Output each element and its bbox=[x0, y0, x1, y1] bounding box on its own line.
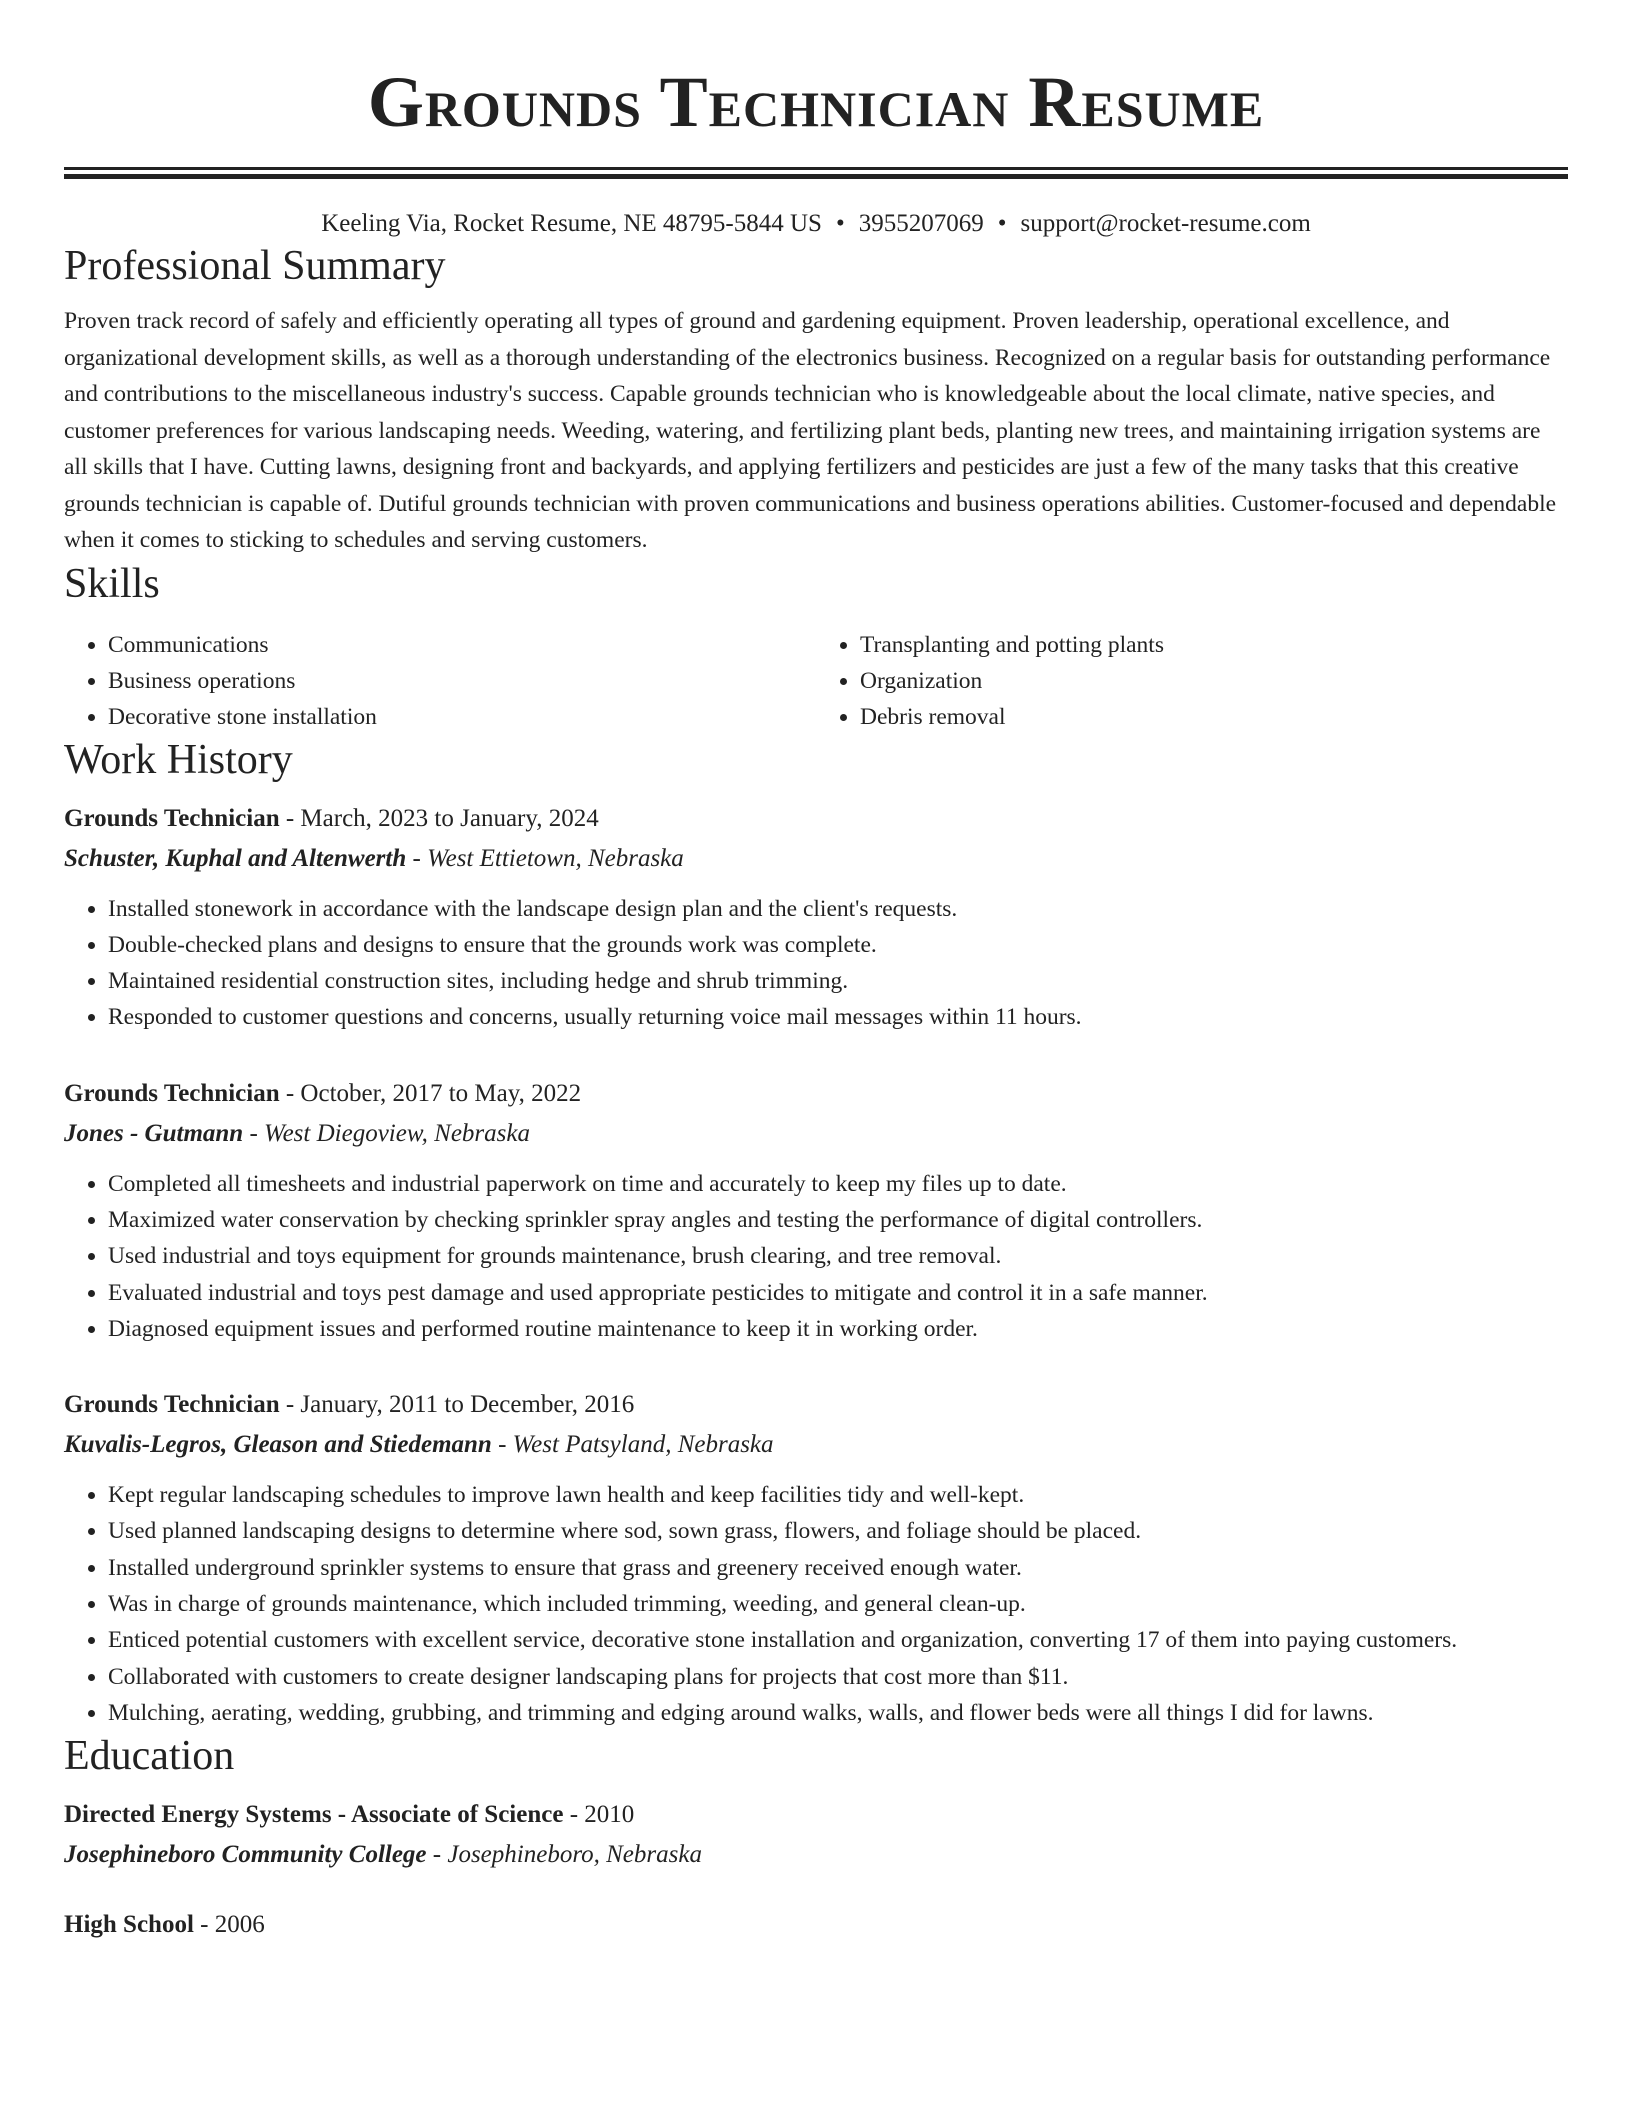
company-name: Kuvalis-Legros, Gleason and Stiedemann bbox=[64, 1431, 492, 1459]
skill-item: • Business operations bbox=[108, 663, 816, 699]
degree-year: - 2010 bbox=[569, 1801, 635, 1829]
job-bullet: • Used industrial and toys equipment for grounds maintenance, brush clearing, and tree removal. bbox=[108, 1238, 1568, 1274]
job-bullet: • Maintained residential construction sites, including hedge and shrub trimming. bbox=[108, 963, 1568, 999]
school-name: Josephineboro Community College bbox=[64, 1841, 427, 1869]
job-bullet: • Kept regular landscaping schedules to improve lawn health and keep facilities tidy and well-kept. bbox=[108, 1477, 1568, 1513]
company-line bbox=[64, 1114, 1568, 1154]
job-entry bbox=[64, 799, 1568, 1036]
job-bullets bbox=[64, 1166, 1568, 1347]
skills-list bbox=[64, 627, 1568, 735]
job-dates: - March, 2023 to January, 2024 bbox=[285, 804, 599, 832]
job-title-line bbox=[64, 799, 1568, 839]
summary-text: Proven track record of safely and efficiently operating all types of ground and gardening equipment. Proven leadership, operational excellence, and organizational development skills, as well as a thorough understanding of the electronics business. Recognized on a regular basis for outstanding performance and contributions to the miscellaneous industry's success. Capable grounds technician who is knowledgeable about the local climate, native species, and customer preferences for various landscaping needs. Weeding, watering, and fertilizing plant beds, planting new trees, and maintaining irrigation systems are all skills that I have. Cutting lawns, designing front and backyards, and applying fertilizers and pesticides are just a few of the many tasks that this creative grounds technician is capable of. Dutiful grounds technician with proven communications and business operations abilities. Customer-focused and dependable when it comes to sticking to schedules and serving customers. bbox=[64, 308, 1557, 553]
job-bullet: • Completed all timesheets and industrial paperwork on time and accurately to keep my files up to date. bbox=[108, 1166, 1568, 1202]
job-title: Grounds Technician bbox=[64, 804, 280, 832]
education-entry bbox=[64, 1905, 1568, 1945]
job-bullet: • Used planned landscaping designs to determine where sod, sown grass, flowers, and foliage should be placed. bbox=[108, 1513, 1568, 1549]
job-bullet: • Installed stonework in accordance with the landscape design plan and the client's requests. bbox=[108, 891, 1568, 927]
job-bullet: • Maximized water conservation by checking sprinkler spray angles and testing the performance of digital controllers. bbox=[108, 1202, 1568, 1238]
skill-item: • Debris removal bbox=[860, 699, 1568, 735]
degree-name: Directed Energy Systems - Associate of Science bbox=[64, 1801, 564, 1829]
job-bullet: • Mulching, aerating, wedding, grubbing, and trimming and edging around walks, walls, and flower beds were all things I did for lawns. bbox=[108, 1695, 1568, 1731]
degree-line bbox=[64, 1905, 1568, 1945]
job-entry bbox=[64, 1074, 1568, 1347]
job-bullet: • Responded to customer questions and concerns, usually returning voice mail messages within 11 hours. bbox=[108, 999, 1568, 1035]
skills-heading: Skills bbox=[64, 560, 160, 607]
degree-line bbox=[64, 1795, 1568, 1835]
skills-column-right bbox=[816, 627, 1568, 735]
job-entry bbox=[64, 1385, 1568, 1731]
contact-separator: • bbox=[997, 210, 1007, 237]
skill-item: • Organization bbox=[860, 663, 1568, 699]
work-history-heading: Work History bbox=[64, 736, 293, 783]
education-heading: Education bbox=[64, 1733, 235, 1780]
company-name: Schuster, Kuphal and Altenwerth bbox=[64, 844, 407, 872]
job-bullets bbox=[64, 891, 1568, 1036]
company-line bbox=[64, 1425, 1568, 1465]
company-location: - West Ettietown, Nebraska bbox=[412, 844, 684, 872]
job-bullet: • Was in charge of grounds maintenance, which included trimming, weeding, and general clean-up. bbox=[108, 1586, 1568, 1622]
degree-year: - 2006 bbox=[200, 1911, 265, 1939]
school-line bbox=[64, 1835, 1568, 1875]
education-entry bbox=[64, 1795, 1568, 1875]
job-title-line bbox=[64, 1385, 1568, 1425]
skill-item: • Communications bbox=[108, 627, 816, 663]
job-bullets bbox=[64, 1477, 1568, 1731]
contact-line bbox=[64, 207, 1568, 241]
job-dates: - October, 2017 to May, 2022 bbox=[285, 1079, 582, 1107]
job-dates: - January, 2011 to December, 2016 bbox=[285, 1391, 635, 1419]
job-title: Grounds Technician bbox=[64, 1079, 280, 1107]
summary-heading: Professional Summary bbox=[64, 243, 446, 289]
job-title: Grounds Technician bbox=[64, 1391, 280, 1419]
company-line bbox=[64, 839, 1568, 879]
skills-column-left bbox=[64, 627, 816, 735]
company-name: Jones - Gutmann bbox=[64, 1119, 244, 1147]
contact-separator: • bbox=[835, 210, 845, 237]
job-bullet: • Collaborated with customers to create designer landscaping plans for projects that cost more than $11. bbox=[108, 1659, 1568, 1695]
degree-name: High School bbox=[64, 1911, 194, 1939]
job-title-line bbox=[64, 1074, 1568, 1114]
company-location: - West Patsyland, Nebraska bbox=[498, 1431, 774, 1459]
job-bullet: • Double-checked plans and designs to ensure that the grounds work was complete. bbox=[108, 927, 1568, 963]
job-bullet: • Installed underground sprinkler systems to ensure that grass and greenery received enough water. bbox=[108, 1550, 1568, 1586]
job-bullet: • Enticed potential customers with excellent service, decorative stone installation and organization, converting 17 of them into paying customers. bbox=[108, 1622, 1568, 1658]
company-location: - West Diegoview, Nebraska bbox=[249, 1119, 530, 1147]
school-location: - Josephineboro, Nebraska bbox=[432, 1841, 702, 1869]
resume-title: Grounds Technician Resume bbox=[367, 62, 1265, 142]
title-divider bbox=[64, 167, 1568, 179]
job-bullet: • Diagnosed equipment issues and performed routine maintenance to keep it in working order. bbox=[108, 1311, 1568, 1347]
skill-item: • Transplanting and potting plants bbox=[860, 627, 1568, 663]
job-bullet: • Evaluated industrial and toys pest damage and used appropriate pesticides to mitigate and control it in a safe manner. bbox=[108, 1275, 1568, 1311]
contact-email: support@rocket-resume.com bbox=[1020, 210, 1311, 237]
skill-item: • Decorative stone installation bbox=[108, 699, 816, 735]
contact-phone: 3955207069 bbox=[858, 210, 984, 237]
contact-address: Keeling Via, Rocket Resume, NE 48795-5844 US bbox=[321, 210, 822, 237]
